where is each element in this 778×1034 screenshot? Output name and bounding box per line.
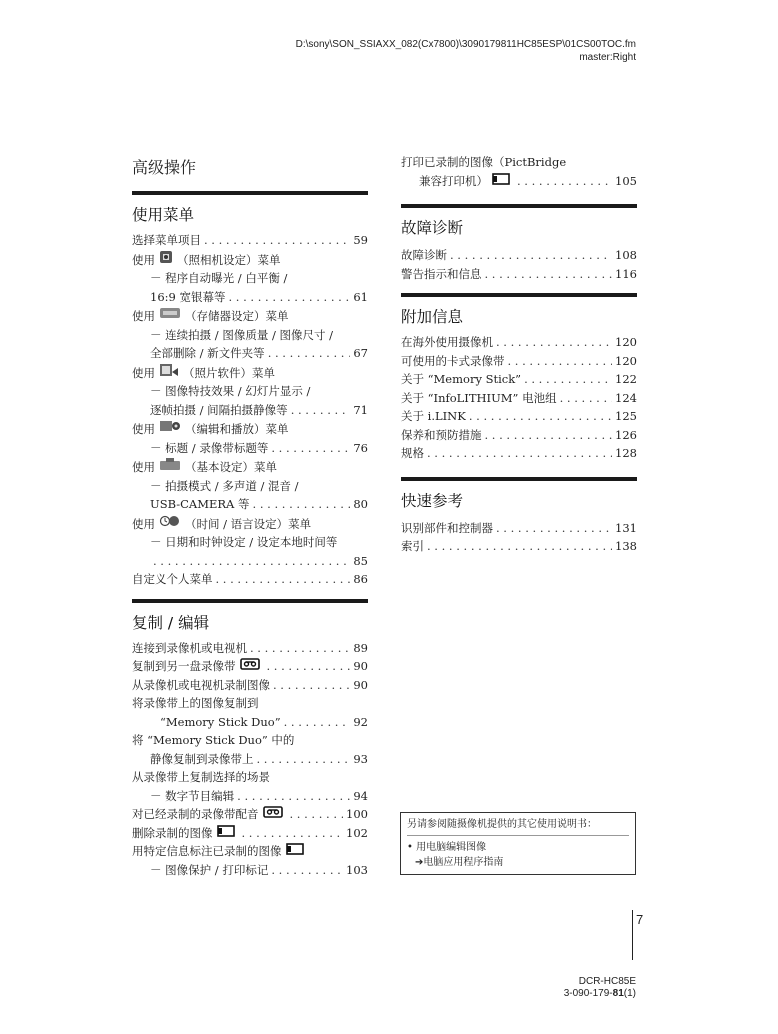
toc-entry[interactable] <box>132 231 368 250</box>
toc-page-number: 116 <box>615 266 637 281</box>
dot-leader <box>290 805 344 824</box>
toc-entry-prefix: 使用 <box>132 309 155 323</box>
toc-entry[interactable] <box>132 824 368 843</box>
file-path: D:\sony\SON_SSIAXX_082(Cx7800)\3090179811HC85ESP\01CS00TOC.fm <box>295 39 636 50</box>
toc-entry-text: 逐帧拍摄 / 间隔拍摄静像等 <box>150 402 288 417</box>
toc-entry-text: （存储器设定）菜单 <box>185 309 289 323</box>
dot-leader <box>271 861 343 880</box>
toc-entry[interactable] <box>132 495 368 514</box>
toc-entry-text: 将 “Memory Stick Duo” 中的 <box>132 733 295 747</box>
memory-stick-icon <box>286 842 304 861</box>
troubleshooting-toc-list <box>401 246 637 283</box>
note-line3: ➔电脑应用程序指南 <box>415 857 504 868</box>
toc-page-number: 131 <box>615 520 637 535</box>
dot-leader <box>291 401 351 420</box>
toc-entry[interactable] <box>401 352 637 371</box>
memory-settings-icon <box>159 306 181 326</box>
toc-entry-text: 选择菜单项目 <box>132 233 201 247</box>
toc-entry <box>132 306 368 326</box>
toc-page-number: 108 <box>615 248 637 262</box>
toc-entry-text: 在海外使用摄像机 <box>401 335 493 349</box>
additional-toc-list <box>401 333 637 463</box>
toc-entry <box>132 477 368 496</box>
toc-entry[interactable] <box>401 519 637 538</box>
toc-entry <box>132 533 368 552</box>
toc-page-number: 126 <box>615 427 637 442</box>
edit-playback-icon <box>159 419 181 439</box>
dubbing-toc-list <box>132 639 368 880</box>
dot-leader <box>284 713 351 732</box>
section-title-quick: 快速参考 <box>401 491 464 510</box>
toc-page-number: 92 <box>353 714 368 729</box>
section-title-troubleshooting: 故障诊断 <box>401 219 464 237</box>
toc-entry[interactable] <box>132 288 368 307</box>
toc-entry-text: 可使用的卡式录像带 <box>401 353 505 368</box>
dot-leader <box>450 246 612 265</box>
dot-leader <box>496 333 612 352</box>
toc-entry <box>132 457 368 477</box>
section-rule <box>401 293 637 297</box>
toc-page-number: 59 <box>353 233 368 247</box>
toc-entry-text: 关于 i.LINK <box>401 409 466 423</box>
toc-page-number: 122 <box>615 372 637 386</box>
toc-entry-text: － 数字节目编辑 <box>150 788 235 803</box>
left-column <box>132 191 368 879</box>
toc-page-number: 89 <box>353 640 368 655</box>
toc-page-number: 93 <box>353 751 368 766</box>
dot-leader <box>273 676 350 695</box>
toc-entry-text: 全部删除 / 新文件夹等 <box>150 346 265 360</box>
toc-entry[interactable] <box>132 713 368 732</box>
toc-entry-text: 将录像带上的图像复制到 <box>132 696 259 710</box>
master-label: master:Right <box>579 52 636 63</box>
dot-leader <box>560 389 612 408</box>
toc-entry-text: 规格 <box>401 446 424 460</box>
toc-page-number: 125 <box>615 409 637 423</box>
toc-entry[interactable] <box>401 444 637 463</box>
dot-leader <box>253 495 351 514</box>
toc-entry <box>132 731 368 750</box>
page-number: 7 <box>636 912 644 927</box>
toc-page-number: 100 <box>346 807 368 821</box>
toc-entry <box>132 269 368 288</box>
toc-entry[interactable] <box>401 537 637 556</box>
toc-entry-text: 对已经录制的录像带配音 <box>132 807 259 821</box>
standard-settings-icon <box>159 457 181 477</box>
toc-entry[interactable] <box>132 787 368 806</box>
toc-entry-text: （编辑和播放）菜单 <box>185 422 289 436</box>
toc-entry[interactable] <box>401 246 637 265</box>
toc-entry-text: 警告指示和信息 <box>401 266 482 281</box>
toc-entry-text: － 图像特技效果 / 幻灯片显示 / <box>150 384 311 398</box>
section-rule <box>132 191 368 195</box>
time-language-icon <box>159 514 181 534</box>
dot-leader <box>257 750 351 769</box>
dot-leader <box>524 370 612 389</box>
toc-entry[interactable] <box>132 344 368 363</box>
dot-leader <box>508 352 613 371</box>
toc-entry-text: － 连续拍摄 / 图像质量 / 图像尺寸 / <box>150 327 334 342</box>
dot-leader <box>242 824 344 843</box>
section-title-dubbing: 复制 / 编辑 <box>132 613 210 632</box>
toc-entry[interactable] <box>132 750 368 769</box>
toc-entry-text: 关于 “InfoLITHIUM” 电池组 <box>401 390 557 405</box>
footer-codes <box>564 976 636 1000</box>
section-title-additional: 附加信息 <box>401 308 464 326</box>
toc-entry-text: 16:9 宽银幕等 <box>150 289 226 304</box>
toc-page-number: 94 <box>353 788 368 803</box>
memory-stick-icon <box>217 824 235 843</box>
toc-entry-text: （照相机设定）菜单 <box>177 252 281 267</box>
toc-page-number: 67 <box>353 346 368 360</box>
toc-entry-text: 静像复制到录像带上 <box>150 751 254 766</box>
toc-entry-text: 索引 <box>401 539 424 553</box>
dot-leader <box>216 570 351 589</box>
toc-entry-text: － 标题 / 录像带标题等 <box>150 440 269 455</box>
toc-page-number: 71 <box>353 402 368 417</box>
toc-entry[interactable] <box>132 805 368 824</box>
toc-entry-text: “Memory Stick Duo” <box>160 714 281 729</box>
toc-entry-text: 用特定信息标注已录制的图像 <box>132 844 282 858</box>
toc-entry <box>132 363 368 383</box>
toc-page-number: 138 <box>615 539 637 553</box>
toc-entry[interactable] <box>132 552 368 571</box>
toc-entry[interactable] <box>401 389 637 408</box>
toc-entry-prefix: 使用 <box>132 422 155 436</box>
toc-page-number: 61 <box>353 289 368 304</box>
memory-stick-icon <box>492 172 510 191</box>
dot-leader <box>268 344 351 363</box>
toc-entry-text: （照片软件）菜单 <box>183 365 275 380</box>
toc-entry-text: USB-CAMERA 等 <box>150 497 250 511</box>
section-rule <box>401 204 637 208</box>
tape-icon <box>263 805 283 824</box>
toc-entry <box>132 419 368 439</box>
print-line2: 兼容打印机） . . . 105 <box>401 172 637 191</box>
toc-entry[interactable] <box>132 639 368 658</box>
print-toc-item[interactable] <box>401 153 637 190</box>
toc-entry-text: － 图像保护 / 打印标记 <box>150 862 269 877</box>
toc-entry-text: 从录像带上复制选择的场景 <box>132 770 270 784</box>
toc-page-number: 85 <box>353 553 368 568</box>
toc-entry[interactable] <box>132 439 368 458</box>
reference-note-box <box>400 812 636 875</box>
toc-entry-text: 删除录制的图像 <box>132 825 213 840</box>
model-number: DCR-HC85E <box>578 976 636 987</box>
toc-page-number: 90 <box>353 677 368 692</box>
toc-entry-text: 连接到录像机或电视机 <box>132 640 247 655</box>
dot-leader <box>427 537 612 556</box>
dot-leader <box>271 439 350 458</box>
note-line2: • 用电脑编辑图像 <box>407 842 487 853</box>
dot-leader <box>153 552 350 571</box>
toc-page-number: 80 <box>353 497 368 511</box>
toc-entry-text: 故障诊断 <box>401 248 447 262</box>
toc-entry-text: 关于 “Memory Stick” <box>401 372 522 386</box>
picture-application-icon <box>159 363 179 383</box>
dot-leader <box>485 265 613 284</box>
toc-entry-text: － 程序自动曝光 / 白平衡 / <box>150 271 288 285</box>
toc-entry[interactable] <box>132 401 368 420</box>
toc-page-number: 86 <box>353 572 368 586</box>
dot-leader <box>228 288 350 307</box>
dot-leader <box>485 426 613 445</box>
toc-entry[interactable] <box>132 570 368 589</box>
dot-leader <box>204 231 350 250</box>
toc-entry-prefix: 使用 <box>132 252 155 267</box>
toc-entry[interactable] <box>132 676 368 695</box>
toc-page-number: 76 <box>353 440 368 455</box>
section-rule <box>401 477 637 481</box>
quick-toc-list <box>401 519 637 556</box>
product-code: 3-090-179-81(1) <box>563 988 636 999</box>
toc-entry-text: 从录像机或电视机录制图像 <box>132 677 270 692</box>
toc-entry-text: 保养和预防措施 <box>401 427 482 442</box>
toc-entry <box>132 842 368 861</box>
toc-page-number: 90 <box>353 659 368 673</box>
toc-entry-text: （时间 / 语言设定）菜单 <box>185 516 312 531</box>
toc-page-number: 102 <box>346 825 368 840</box>
toc-entry-text: 识别部件和控制器 <box>401 520 493 535</box>
toc-entry-text: － 日期和时钟设定 / 设定本地时间等 <box>150 535 338 549</box>
toc-entry[interactable] <box>132 657 368 676</box>
dot-leader <box>237 787 350 806</box>
toc-entry[interactable] <box>401 265 637 284</box>
toc-entry[interactable] <box>401 426 637 445</box>
toc-page-number: 120 <box>615 353 637 368</box>
toc-page-number: 103 <box>346 862 368 877</box>
file-path-header <box>296 38 636 64</box>
dot-leader <box>250 639 350 658</box>
note-line1: 另请参阅随摄像机提供的其它使用说明书： <box>407 817 629 836</box>
toc-entry <box>132 326 368 345</box>
toc-entry-text: 自定义个人菜单 <box>132 572 213 586</box>
toc-entry <box>132 514 368 534</box>
toc-entry <box>132 382 368 401</box>
tape-icon <box>240 657 260 676</box>
toc-entry[interactable] <box>401 333 637 352</box>
toc-page-number: 128 <box>615 446 637 460</box>
print-line1: 打印已录制的图像（PictBridge <box>401 155 567 169</box>
toc-entry-text: （基本设定）菜单 <box>185 460 277 474</box>
right-column <box>401 153 637 556</box>
toc-entry[interactable] <box>132 861 368 880</box>
toc-entry <box>132 250 368 270</box>
camera-settings-icon <box>159 250 173 270</box>
page-title: 高级操作 <box>132 158 197 177</box>
dot-leader <box>496 519 612 538</box>
toc-entry-prefix: 使用 <box>132 516 155 531</box>
toc-entry-prefix: 使用 <box>132 365 155 380</box>
toc-entry <box>132 694 368 713</box>
toc-entry-prefix: 使用 <box>132 460 155 474</box>
dot-leader <box>469 407 612 426</box>
dot-leader <box>427 444 612 463</box>
toc-entry[interactable] <box>401 370 637 389</box>
section-title-menu: 使用菜单 <box>132 206 195 224</box>
toc-entry[interactable] <box>401 407 637 426</box>
menu-toc-list <box>132 231 368 589</box>
toc-entry <box>132 768 368 787</box>
toc-entry-text: 复制到另一盘录像带 <box>132 659 236 673</box>
toc-page-number: 120 <box>615 335 637 349</box>
toc-entry-text: － 拍摄模式 / 多声道 / 混音 / <box>150 478 299 493</box>
section-rule <box>132 599 368 603</box>
page-number-rule <box>632 910 633 960</box>
dot-leader <box>267 657 351 676</box>
toc-page-number: 124 <box>615 390 637 405</box>
